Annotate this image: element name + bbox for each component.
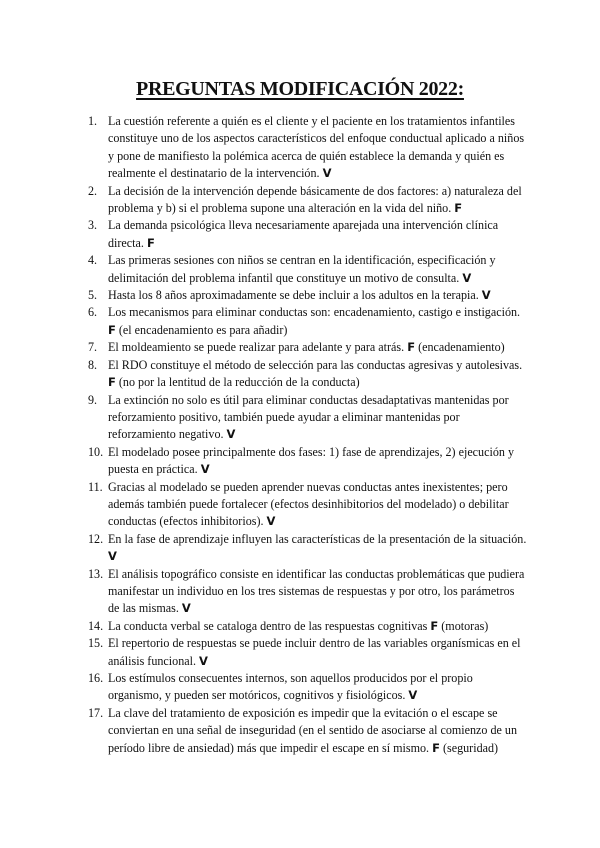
answer-note: (seguridad) (442, 740, 499, 755)
question-text: El repertorio de respuestas se puede incluir dentro de las variables organísmicas en el análisis funcional. (108, 636, 521, 668)
answer-mark: V (462, 270, 472, 285)
question-item (0, 670, 600, 705)
question-item (0, 479, 600, 531)
question-item (0, 252, 600, 287)
question-number: 2. (88, 183, 98, 198)
question-number: 10. (88, 444, 104, 459)
answer-note: (el encadenamiento es para añadir) (118, 322, 288, 337)
question-text: La cuestión referente a quién es el cliente y el paciente en los tratamientos infantiles constituye uno de los aspectos característicos del enfoque conductual aplicado a niños y pone de manifiesto la polémica acerca de quién establece la demanda y quién es realmente el destinatario de la intervención. (108, 114, 525, 181)
question-item (0, 113, 600, 183)
question-item (0, 392, 600, 444)
question-item (0, 217, 600, 252)
answer-mark: V (408, 688, 418, 703)
question-text: El análisis topográfico consiste en identificar las conductas problemáticas que pudiera manifestar un individuo en los tres sistemas de respuestas y por otro, los parámetros de las mismas. (108, 566, 525, 616)
question-number: 11. (88, 479, 103, 494)
question-item (0, 531, 600, 566)
question-text: Los estímulos consecuentes internos, son aquellos producidos por el propio organismo, y pueden ser motóricos, cognitivos y fisiológicos. (108, 671, 473, 703)
answer-mark: F (108, 322, 116, 337)
answer-mark: V (199, 653, 208, 668)
question-item (0, 339, 600, 356)
question-item (0, 566, 600, 618)
answer-mark: F (407, 340, 416, 355)
question-item (0, 444, 600, 479)
question-number: 6. (88, 305, 98, 320)
question-item (0, 183, 600, 218)
question-text: La clave del tratamiento de exposición es impedir que la evitación o el escape se conviertan en una señal de inseguridad (en el sentido de asociarse al comienzo de un período libre de ansiedad) más que impedir el escape en sí mismo. (108, 705, 518, 755)
question-text: El modelado posee principalmente dos fases: 1) fase de aprendizajes, 2) ejecución y puesta en práctica. (108, 444, 514, 477)
answer-mark: V (322, 166, 332, 181)
question-number: 5. (88, 288, 98, 303)
answer-mark: V (181, 601, 191, 616)
question-item (0, 618, 600, 635)
question-text: Las primeras sesiones con niños se centran en la identificación, especificación y delimitación del problema infantil que constituye un motivo de consulta. (108, 253, 496, 285)
question-number: 9. (88, 392, 98, 407)
question-number: 12. (88, 531, 104, 546)
question-text: En la fase de aprendizaje influyen las características de la presentación de la situación. (108, 531, 527, 546)
question-text: La extinción no solo es útil para eliminar conductas desadaptativas mantenidas por reforzamiento positivo, también puede ayudar a eliminar mantenidas por reforzamiento negativo. (108, 392, 509, 442)
question-number: 1. (88, 114, 98, 128)
question-list (0, 113, 600, 757)
question-item (0, 304, 600, 339)
document-title: PREGUNTAS MODIFICACIÓN 2022: (136, 78, 464, 100)
answer-note: (no por la lentitud de la reducción de la conducta) (118, 375, 360, 390)
answer-mark: F (146, 235, 155, 250)
question-text: El RDO constituye el método de selección para las conductas agresivas y autolesivas. (108, 357, 523, 372)
answer-mark: F (430, 618, 439, 633)
answer-mark: V (108, 549, 117, 564)
question-number: 4. (88, 253, 98, 268)
question-item (0, 357, 600, 392)
question-text: La conducta verbal se cataloga dentro de las respuestas cognitivas (108, 618, 428, 633)
question-number: 14. (88, 618, 104, 633)
answer-mark: V (200, 462, 210, 477)
question-text: La demanda psicológica lleva necesariamente aparejada una intervención clínica directa. (108, 218, 499, 250)
question-number: 15. (88, 636, 104, 651)
question-text: La decisión de la intervención depende básicamente de dos factores: a) naturaleza del problema y b) si el problema supone una alteración en la vida del niño. (108, 183, 522, 216)
question-number: 13. (88, 566, 104, 581)
answer-mark: F (454, 201, 463, 216)
question-item (0, 705, 600, 757)
question-item (0, 287, 600, 304)
answer-note: (motoras) (441, 618, 489, 633)
answer-mark: V (226, 427, 236, 442)
question-item (0, 635, 600, 670)
question-text: El moldeamiento se puede realizar para adelante y para atrás. (108, 340, 405, 355)
question-number: 16. (88, 671, 104, 685)
question-number: 17. (88, 705, 104, 720)
answer-mark: F (432, 740, 440, 755)
question-number: 3. (88, 218, 98, 233)
question-text: Los mecanismos para eliminar conductas son: encadenamiento, castigo e instigación. (108, 305, 521, 320)
answer-mark: F (108, 375, 116, 390)
question-text: Hasta los 8 años aproximadamente se debe incluir a los adultos en la terapia. (108, 288, 479, 303)
answer-note: (encadenamiento) (418, 340, 505, 355)
question-number: 8. (88, 357, 98, 372)
answer-mark: V (481, 288, 491, 303)
question-text: Gracias al modelado se pueden aprender nuevas conductas antes inexistentes; pero además también puede fortalecer (efectos desinhibitorios del modelado) o debilitar conductas (efectos inhibitorios). (108, 479, 509, 529)
question-number: 7. (88, 340, 98, 355)
answer-mark: V (266, 514, 276, 529)
